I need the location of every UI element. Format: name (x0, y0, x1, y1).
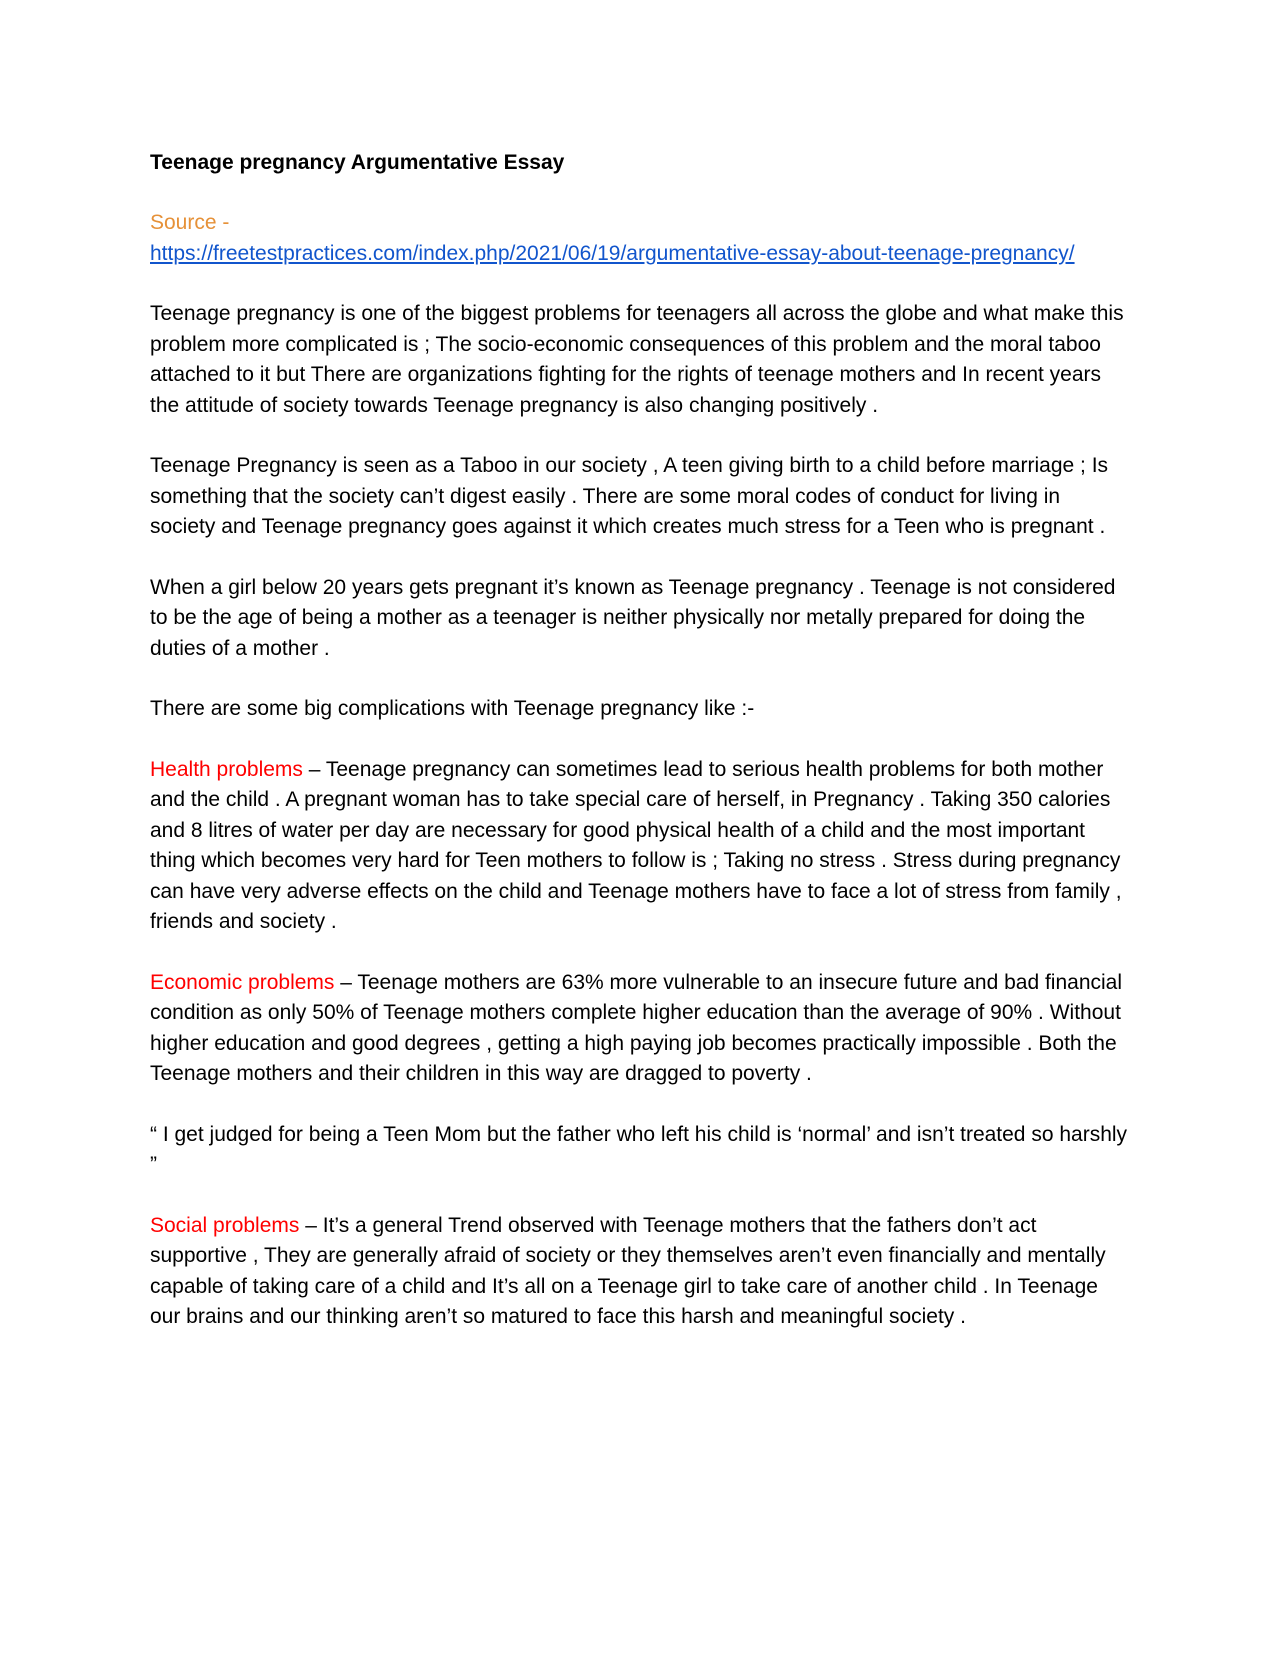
section-social (150, 1211, 1130, 1333)
paragraph-complications: There are some big complications with Teenage pregnancy like :- (150, 697, 755, 720)
paragraph-taboo: Teenage Pregnancy is seen as a Taboo in our society , A teen giving birth to a child before marriage ; Is something that the society can’t digest easily . There are some moral codes of conduct for living in society and Teenage pregnancy goes against it which creates much stress for a Teen who is pregnant . (150, 454, 1109, 538)
document-title: Teenage pregnancy Argumentative Essay (150, 151, 565, 174)
social-heading: Social problems (150, 1213, 300, 1237)
quote: “ I get judged for being a Teen Mom but the father who left his child is ‘normal’ and isn’t treated so harshly ” (150, 1122, 1128, 1176)
section-health (150, 755, 1130, 938)
social-text: – It’s a general Trend observed with Teenage mothers that the fathers don’t act supportive , They are generally afraid of society or they themselves aren’t even financially and mentally capable of taking care of a child and It’s all on a Teenage girl to take care of another child . In Teenage our brains and our thinking aren’t so matured to face this harsh and meaningful society . (150, 1213, 1106, 1328)
source-label: Source - (150, 211, 230, 234)
health-text: – Teenage pregnancy can sometimes lead to serious health problems for both mother and the child . A pregnant woman has to take special care of herself, in Pregnancy . Taking 350 calories and 8 litres of water per day are necessary for good physical health of a child and the most important thing which becomes very hard for Teen mothers to follow is ; Taking no stress . Stress during pregnancy can have very adverse effects on the child and Teenage mothers have to face a lot of stress from family , friends and society . (150, 757, 1122, 933)
paragraph-intro: Teenage pregnancy is one of the biggest problems for teenagers all across the globe and what make this problem more complicated is ; The socio-economic consequences of this problem and the moral taboo attached to it but There are organizations fighting for the rights of teenage mothers and In recent years the attitude of society towards Teenage pregnancy is also changing positively . (150, 302, 1124, 417)
document-page (150, 148, 1130, 1363)
health-heading: Health problems (150, 757, 303, 781)
source-link[interactable]: https://freetestpractices.com/index.php/2021/06/19/argumentative-essay-about-teenage-pregnancy/ (150, 241, 1075, 265)
paragraph-definition: When a girl below 20 years gets pregnant it’s known as Teenage pregnancy . Teenage is not considered to be the age of being a mother as a teenager is neither physically nor metally prepared for doing the duties of a mother . (150, 575, 1116, 660)
section-economic (150, 968, 1130, 1090)
economic-heading: Economic problems (150, 970, 335, 994)
economic-text: – Teenage mothers are 63% more vulnerable to an insecure future and bad financial condition as only 50% of Teenage mothers complete higher education than the average of 90% . Without higher education and good degrees , getting a high paying job becomes practically impossible . Both the Teenage mothers and their children in this way are dragged to poverty . (150, 970, 1123, 1085)
